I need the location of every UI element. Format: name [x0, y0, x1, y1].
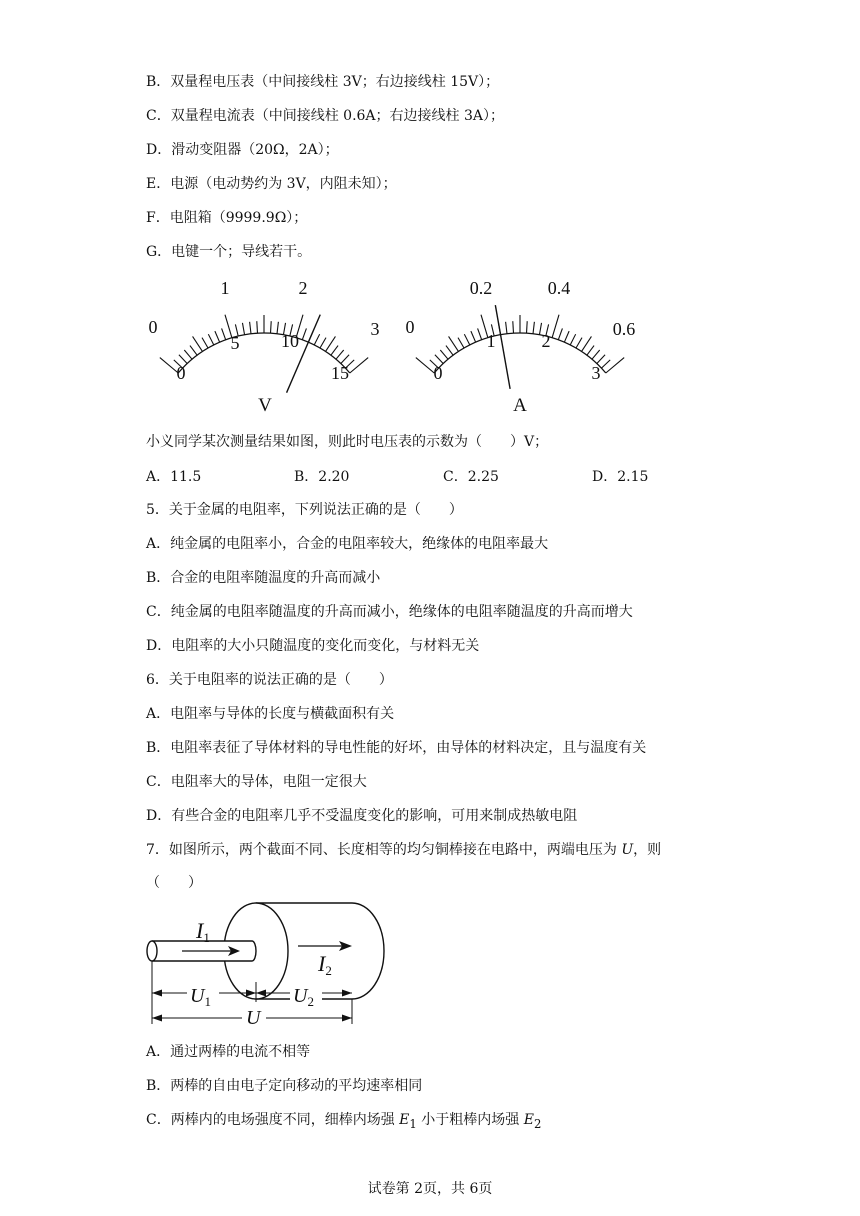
q7-stem: 7．如图所示，两个截面不同、长度相等的均匀铜棒接在电路中，两端电压为 U，则 [146, 842, 662, 858]
q4-option-d: D．2.15 [592, 469, 649, 485]
dial-tick [202, 338, 208, 348]
dial-tick [331, 346, 338, 356]
page-footer: 试卷第 2页，共 6页 [367, 1181, 493, 1197]
dial-tick [478, 328, 482, 339]
thin-rod-right-end [252, 941, 256, 961]
q7-voltage-symbol: U [621, 842, 634, 858]
ammeter-top-label-0: 0 [405, 317, 415, 337]
ammeter-bottom-label-2: 2 [541, 331, 551, 351]
q4-options [146, 466, 706, 486]
dial-tick [558, 328, 562, 339]
option-f-resistance-box: F．电阻箱（9999.9Ω）； [146, 210, 308, 226]
dial-tick [564, 331, 569, 342]
q5-stem: 5．关于金属的电阻率，下列说法正确的是（ ） [146, 502, 463, 518]
q5-option-a: A．纯金属的电阻率小，合金的电阻率较大，绝缘体的电阻率最大 [146, 536, 549, 552]
voltmeter-dial [149, 278, 380, 416]
dial-tick [506, 322, 507, 334]
dial-tick [587, 346, 594, 356]
dial-tick [222, 328, 226, 339]
q6-stem: 6．关于电阻率的说法正确的是（ ） [146, 672, 393, 688]
voltmeter-bottom-label-15: 15 [331, 363, 349, 383]
dial-tick [576, 338, 582, 348]
voltage-label-u: U [246, 1007, 261, 1029]
q6-option-d: D．有些合金的电阻率几乎不受温度变化的影响，可用来制成热敏电阻 [146, 808, 578, 824]
q7-answer-brackets: （ ） [146, 875, 202, 891]
dial-tick [440, 350, 448, 359]
meter-figure [140, 272, 650, 422]
q4-option-b: B．2.20 [294, 469, 350, 485]
dial-tick [606, 358, 624, 373]
dial-tick [320, 338, 326, 348]
dial-tick [601, 360, 610, 368]
dial-tick [570, 334, 575, 345]
thin-rod-left-end [147, 941, 157, 961]
ammeter-bottom-label-1: 1 [486, 331, 496, 351]
q5-option-c: C．纯金属的电阻率随温度的升高而减小，绝缘体的电阻率随温度的升高而增大 [146, 604, 633, 620]
dial-tick [464, 334, 469, 345]
voltmeter-top-label-1: 1 [220, 278, 230, 298]
option-g-switch: G．电键一个；导线若干。 [146, 244, 312, 260]
copper-rods-figure [140, 894, 400, 1030]
voltage-label-u2: $U_2$ [293, 985, 314, 1009]
dial-tick [184, 350, 192, 359]
q6-option-b: B．电阻率表征了导体材料的导电性能的好坏，由导体的材料决定，且与温度有关 [146, 740, 647, 756]
dial-tick [458, 338, 464, 348]
ammeter-needle [495, 305, 510, 389]
q7-option-c: C．两棒内的电场强度不同，细棒内场强 $E_1$ 小于粗棒内场强 $E_2$ [146, 1112, 542, 1131]
dial-tick [302, 328, 306, 339]
q4-option-a: A．11.5 [146, 469, 202, 485]
dial-arc [434, 333, 606, 373]
voltmeter-bottom-label-0: 0 [176, 363, 186, 383]
option-b-voltmeter: B．双量程电压表（中间接线柱 3V；右边接线柱 15V）； [146, 74, 500, 90]
ammeter-dial [406, 278, 636, 416]
dial-tick [242, 323, 244, 335]
q7-option-b: B．两棒的自由电子定向移动的平均速率相同 [146, 1078, 423, 1094]
dial-tick [471, 331, 476, 342]
q5-option-b: B．合金的电阻率随温度的升高而减小 [146, 570, 381, 586]
dial-tick [582, 336, 592, 351]
dial-tick [350, 358, 368, 373]
voltage-label-u1: $U_1$ [190, 985, 211, 1009]
dial-tick [533, 322, 534, 334]
ammeter-top-label-0.2: 0.2 [469, 278, 493, 298]
voltmeter-top-label-0: 0 [148, 317, 158, 337]
dial-tick [250, 322, 251, 334]
voltmeter-top-label-2: 2 [298, 278, 308, 298]
option-d-rheostat: D．滑动变阻器（20Ω，2A）； [146, 142, 339, 158]
dial-tick [449, 336, 459, 351]
q6-option-a: A．电阻率与导体的长度与横截面积有关 [146, 706, 395, 722]
dial-tick [416, 358, 434, 373]
q5-option-d: D．电阻率的大小只随温度的变化而变化，与材料无关 [146, 638, 480, 654]
current-label-i2: I2 [318, 951, 332, 978]
ammeter-bottom-label-3: 3 [591, 363, 601, 383]
dial-tick [193, 336, 203, 351]
dial-tick [208, 334, 213, 345]
ammeter-symbol: A [513, 395, 527, 416]
dial-tick [592, 350, 600, 359]
current-label-i1: I1 [196, 918, 210, 945]
voltmeter-top-label-3: 3 [370, 319, 380, 339]
q6-option-c: C．电阻率大的导体，电阻一定很大 [146, 774, 367, 790]
q4-option-c: C．2.25 [443, 469, 499, 485]
dial-tick [314, 334, 319, 345]
voltmeter-bottom-label-5: 5 [230, 333, 240, 353]
dial-tick [277, 322, 278, 334]
dial-tick [271, 321, 272, 333]
ammeter-bottom-label-0: 0 [433, 363, 443, 383]
dial-tick [552, 315, 559, 338]
dial-tick [160, 358, 178, 373]
voltmeter-symbol: V [258, 395, 272, 416]
option-c-ammeter: C．双量程电流表（中间接线柱 0.6A；右边接线柱 3A）； [146, 108, 505, 124]
ammeter-top-label-0.6: 0.6 [612, 319, 636, 339]
dial-tick [190, 346, 197, 356]
dial-tick [513, 321, 514, 333]
dial-tick [446, 346, 453, 356]
q7-option-a: A．通过两棒的电流不相等 [146, 1044, 311, 1060]
dial-tick [527, 321, 528, 333]
dial-tick [336, 350, 344, 359]
q4-prompt: 小义同学某次测量结果如图，则此时电压表的示数为（ ）V； [146, 434, 549, 450]
dial-tick [215, 331, 220, 342]
voltmeter-bottom-label-10: 10 [281, 331, 299, 351]
dial-tick [326, 336, 336, 351]
dial-arc [178, 333, 350, 373]
option-e-power-source: E．电源（电动势约为 3V，内阻未知）； [146, 176, 397, 192]
dial-tick [257, 321, 258, 333]
ammeter-top-label-0.4: 0.4 [547, 278, 571, 298]
